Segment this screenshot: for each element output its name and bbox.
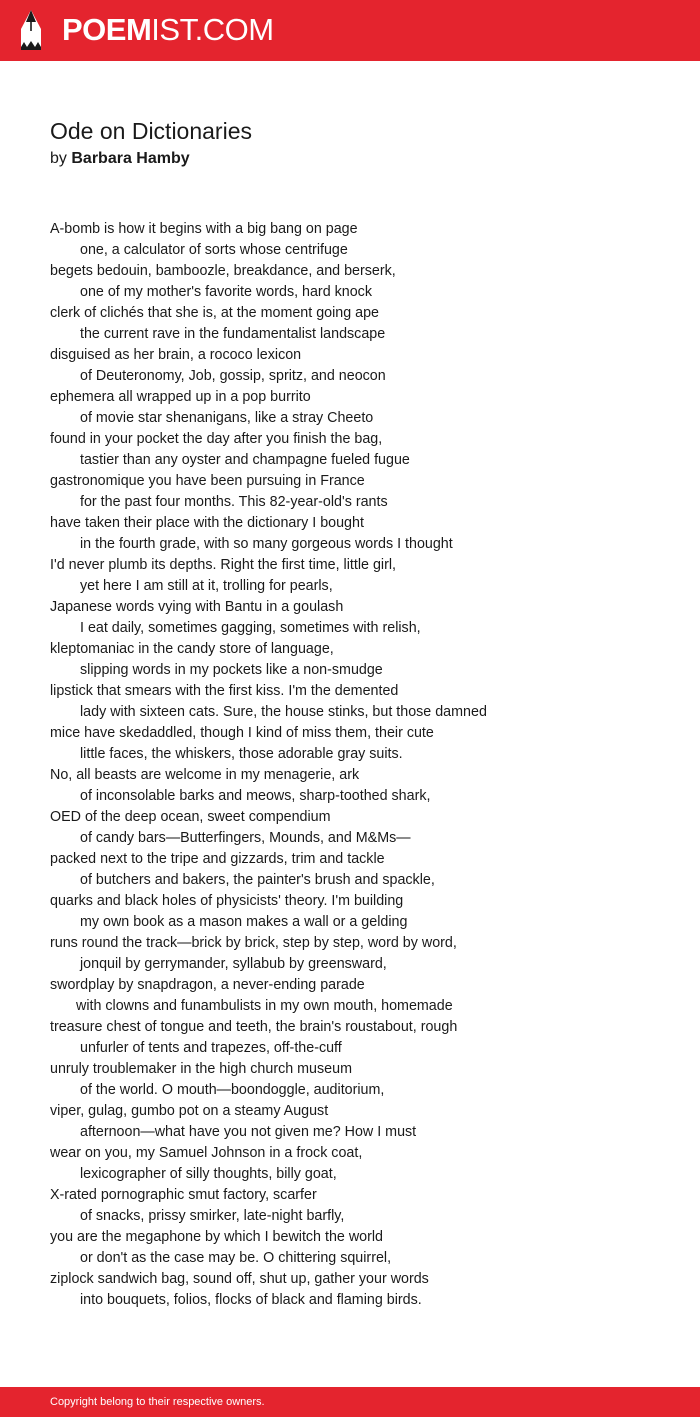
poem-line: into bouquets, folios, flocks of black and flaming birds. <box>80 1292 422 1308</box>
poem-line: slipping words in my pockets like a non-smudge <box>80 662 383 678</box>
poem-line: you are the megaphone by which I bewitch the world <box>50 1229 383 1245</box>
poem-line: disguised as her brain, a rococo lexicon <box>50 347 302 363</box>
site-logo[interactable] <box>18 9 274 51</box>
poem-line: mice have skedaddled, though I kind of miss them, their cute <box>50 725 434 741</box>
poem-title: Ode on Dictionaries <box>50 118 252 144</box>
poem-line: clerk of clichés that she is, at the moment going ape <box>50 305 380 321</box>
poem-line: I'd never plumb its depths. Right the first time, little girl, <box>50 557 396 573</box>
poem-line: unfurler of tents and trapezes, off-the-cuff <box>80 1040 342 1056</box>
poem-line: found in your pocket the day after you finish the bag, <box>50 431 383 447</box>
poem-line: quarks and black holes of physicists' theory. I'm building <box>50 893 404 909</box>
poem-line: for the past four months. This 82-year-old's rants <box>80 494 388 510</box>
poem-line: gastronomique you have been pursuing in France <box>50 473 365 489</box>
poem-line: packed next to the tripe and gizzards, trim and tackle <box>50 851 385 867</box>
poem-line: of candy bars—Butterfingers, Mounds, and M&Ms— <box>80 830 411 846</box>
poem-line: of butchers and bakers, the painter's brush and spackle, <box>80 872 435 888</box>
poem-line: little faces, the whiskers, those adorable gray suits. <box>80 746 403 762</box>
poem-byline <box>50 148 190 170</box>
poem-line: with clowns and funambulists in my own mouth, homemade <box>76 998 453 1014</box>
poem-line: one of my mother's favorite words, hard knock <box>80 284 372 300</box>
poem-line: of the world. O mouth—boondoggle, auditorium, <box>80 1082 385 1098</box>
poem-line: begets bedouin, bamboozle, breakdance, and berserk, <box>50 263 396 279</box>
poem-line: of snacks, prissy smirker, late-night barfly, <box>80 1208 345 1224</box>
poem-line: or don't as the case may be. O chittering squirrel, <box>80 1250 392 1266</box>
poem-author[interactable]: Barbara Hamby <box>71 150 190 167</box>
brand-name <box>62 9 274 51</box>
poem-line: unruly troublemaker in the high church museum <box>50 1061 352 1077</box>
poem-body <box>50 219 670 1311</box>
poem-line: viper, gulag, gumbo pot on a steamy August <box>50 1103 329 1119</box>
poem-line: No, all beasts are welcome in my menagerie, ark <box>50 767 360 783</box>
poem-line: of Deuteronomy, Job, gossip, spritz, and neocon <box>80 368 386 384</box>
poem-line: jonquil by gerrymander, syllabub by greensward, <box>80 956 387 972</box>
poem-line: my own book as a mason makes a wall or a gelding <box>80 914 408 930</box>
poem-line: of inconsolable barks and meows, sharp-toothed shark, <box>80 788 431 804</box>
poem-line: wear on you, my Samuel Johnson in a frock coat, <box>50 1145 363 1161</box>
poem-line: lipstick that smears with the first kiss. I'm the demented <box>50 683 399 699</box>
brand-bold: POEM <box>62 12 152 47</box>
poem-line: X-rated pornographic smut factory, scarfer <box>50 1187 317 1203</box>
poem-line: yet here I am still at it, trolling for pearls, <box>80 578 333 594</box>
poem-line: afternoon—what have you not given me? How I must <box>80 1124 417 1140</box>
copyright-text: Copyright belong to their respective owners. <box>50 1396 265 1408</box>
poem-line: lexicographer of silly thoughts, billy goat, <box>80 1166 337 1182</box>
poem-line: ziplock sandwich bag, sound off, shut up, gather your words <box>50 1271 429 1287</box>
poem-line: tastier than any oyster and champagne fueled fugue <box>80 452 410 468</box>
poem-line: swordplay by snapdragon, a never-ending parade <box>50 977 365 993</box>
poem-line: A-bomb is how it begins with a big bang on page <box>50 221 358 237</box>
poem-line: runs round the track—brick by brick, step by step, word by word, <box>50 935 457 951</box>
byline-prefix: by <box>50 150 67 167</box>
poem-line: ephemera all wrapped up in a pop burrito <box>50 389 311 405</box>
poem-line: OED of the deep ocean, sweet compendium <box>50 809 331 825</box>
poem-line: I eat daily, sometimes gagging, sometimes with relish, <box>80 620 421 636</box>
poem-line: the current rave in the fundamentalist landscape <box>80 326 386 342</box>
poem-line: Japanese words vying with Bantu in a goulash <box>50 599 344 615</box>
poem-line: of movie star shenanigans, like a stray Cheeto <box>80 410 374 426</box>
poem-line: treasure chest of tongue and teeth, the brain's roustabout, rough <box>50 1019 458 1035</box>
poem-line: lady with sixteen cats. Sure, the house stinks, but those damned <box>80 704 487 720</box>
poem-line: have taken their place with the dictionary I bought <box>50 515 364 531</box>
site-footer <box>0 1387 700 1417</box>
poem-line: kleptomaniac in the candy store of language, <box>50 641 334 657</box>
site-header <box>0 0 700 61</box>
pen-nib-icon <box>18 9 44 51</box>
poem-line: one, a calculator of sorts whose centrifuge <box>80 242 348 258</box>
poem-line: in the fourth grade, with so many gorgeous words I thought <box>80 536 453 552</box>
brand-rest: IST.COM <box>151 12 274 47</box>
